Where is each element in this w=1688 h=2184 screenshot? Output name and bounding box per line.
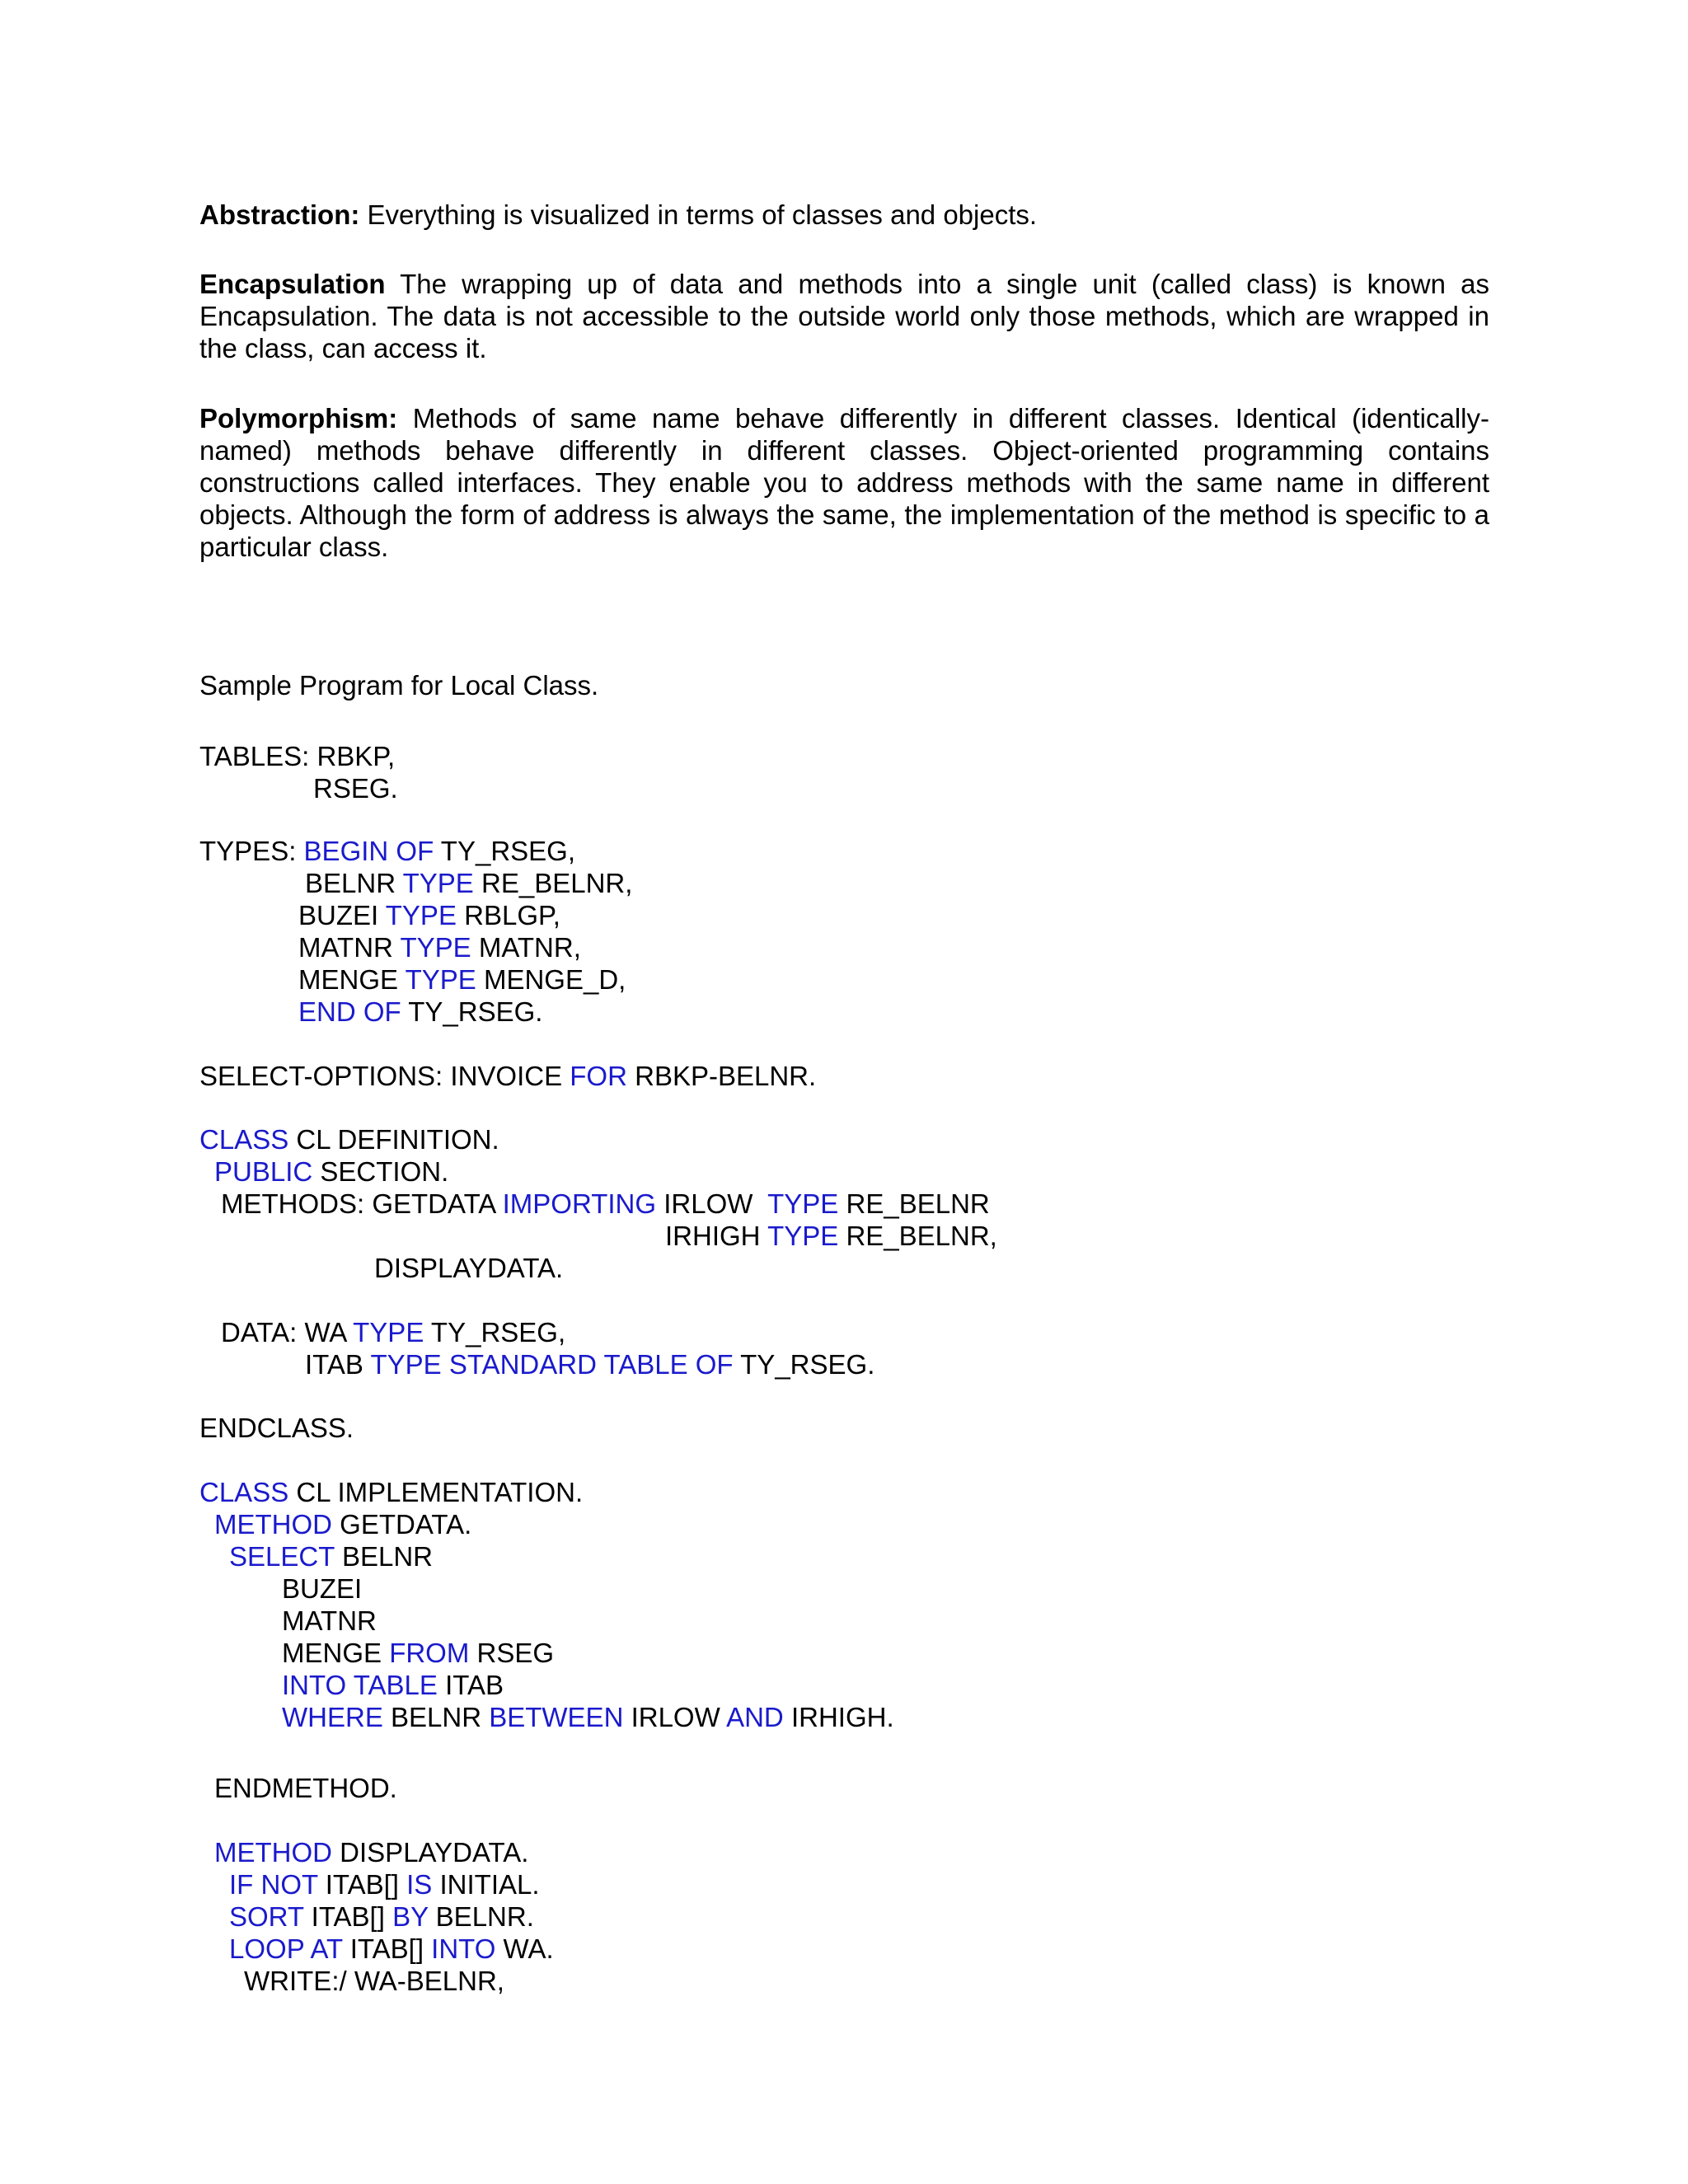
code-keyword: WHERE <box>282 1702 383 1732</box>
code-text: CL DEFINITION. <box>288 1124 499 1155</box>
code-text: MATNR <box>282 1605 377 1636</box>
code-line <box>298 931 581 963</box>
code-text: MENGE_D, <box>476 964 626 995</box>
code-text: INITIAL. <box>432 1869 540 1900</box>
code-line <box>199 1412 354 1444</box>
code-line <box>229 1900 534 1933</box>
code-keyword: SORT <box>229 1901 304 1932</box>
code-text: RE_BELNR, <box>838 1221 997 1251</box>
code-line <box>229 1933 554 1965</box>
code-text: METHODS: GETDATA <box>221 1188 503 1219</box>
code-line <box>229 1868 540 1900</box>
code-keyword: BY <box>392 1901 429 1932</box>
encapsulation-paragraph <box>199 268 1489 364</box>
code-text: ITAB <box>437 1670 504 1700</box>
code-keyword: AND <box>726 1702 784 1732</box>
code-line <box>298 996 542 1028</box>
code-line <box>199 835 575 867</box>
code-keyword: METHOD <box>214 1509 332 1540</box>
code-text: DATA: WA <box>221 1317 354 1347</box>
polymorphism-paragraph <box>199 402 1489 563</box>
code-text: RBLGP, <box>456 900 560 930</box>
code-text: TY_RSEG. <box>401 996 543 1027</box>
code-text: ITAB <box>305 1349 371 1380</box>
code-text: SELECT-OPTIONS: INVOICE <box>199 1061 570 1091</box>
code-text: TY_RSEG, <box>434 836 576 866</box>
code-keyword: IMPORTING <box>502 1188 657 1219</box>
code-keyword: CLASS <box>199 1124 289 1155</box>
abstraction-paragraph <box>199 199 1489 231</box>
code-text: BELNR <box>334 1541 433 1572</box>
code-keyword: BETWEEN <box>489 1702 624 1732</box>
code-text: RE_BELNR, <box>473 868 633 898</box>
code-text: IRHIGH. <box>783 1702 894 1732</box>
code-line <box>305 1348 874 1380</box>
code-keyword: CLASS <box>199 1477 289 1507</box>
code-line <box>199 740 395 772</box>
code-line <box>221 1316 565 1348</box>
code-line <box>374 1252 563 1284</box>
code-line <box>298 963 626 996</box>
code-line <box>282 1572 362 1605</box>
code-text: IRHIGH <box>665 1221 768 1251</box>
code-text: ENDMETHOD. <box>214 1773 397 1803</box>
code-text: DISPLAYDATA. <box>374 1253 564 1283</box>
code-text: MATNR <box>298 932 401 963</box>
code-text: ITAB[] <box>342 1933 432 1964</box>
code-keyword: TYPE <box>353 1317 424 1347</box>
code-text: BELNR. <box>428 1901 534 1932</box>
code-line <box>244 1965 504 1997</box>
code-text: ITAB[] <box>317 1869 407 1900</box>
code-keyword: FOR <box>570 1061 627 1091</box>
code-text: GETDATA. <box>332 1509 472 1540</box>
code-line <box>229 1540 433 1572</box>
code-keyword: END OF <box>298 996 401 1027</box>
code-keyword: IS <box>406 1869 433 1900</box>
code-keyword: IF NOT <box>229 1869 318 1900</box>
code-keyword: FROM <box>389 1638 470 1668</box>
code-text: RSEG. <box>313 773 398 804</box>
code-keyword: TYPE <box>405 964 476 995</box>
code-text: DISPLAYDATA. <box>332 1837 529 1868</box>
code-text: RBKP-BELNR. <box>626 1061 817 1091</box>
code-text: WA. <box>495 1933 554 1964</box>
code-keyword: SELECT <box>229 1541 335 1572</box>
sample-program-title: Sample Program for Local Class. <box>199 670 599 701</box>
code-text: BUZEI <box>282 1573 363 1604</box>
encapsulation-text: The wrapping up of data and methods into a single unit (called class) is known as Encapsulation. The data is not accessible to the outside world only those methods, which are wrapped in the class, can access it. <box>199 269 1489 363</box>
code-line <box>214 1772 397 1804</box>
code-text: TY_RSEG. <box>733 1349 875 1380</box>
encapsulation-term: Encapsulation <box>199 269 386 299</box>
abstraction-text: Everything is visualized in terms of classes and objects. <box>359 199 1038 230</box>
code-text: TYPES: <box>199 836 304 866</box>
code-line <box>282 1605 377 1637</box>
code-text: ITAB[] <box>303 1901 393 1932</box>
code-line <box>282 1637 554 1669</box>
code-text: BELNR <box>382 1702 490 1732</box>
code-text: CL IMPLEMENTATION. <box>288 1477 584 1507</box>
code-keyword: PUBLIC <box>214 1156 313 1187</box>
code-line <box>199 1123 499 1155</box>
code-text: BELNR <box>305 868 403 898</box>
code-line <box>221 1188 990 1220</box>
code-keyword: TYPE <box>767 1188 839 1219</box>
code-keyword: TYPE <box>402 868 474 898</box>
code-keyword: LOOP AT <box>229 1933 343 1964</box>
code-text: RE_BELNR <box>838 1188 990 1219</box>
code-keyword: TYPE <box>385 900 457 930</box>
code-keyword: INTO TABLE <box>282 1670 438 1700</box>
code-keyword: TYPE STANDARD TABLE OF <box>370 1349 734 1380</box>
code-text: MENGE <box>282 1638 390 1668</box>
code-line <box>298 899 560 931</box>
code-line <box>282 1701 894 1733</box>
code-text: ENDCLASS. <box>199 1413 354 1443</box>
code-text: SECTION. <box>312 1156 449 1187</box>
code-keyword: TYPE <box>400 932 471 963</box>
code-text: MENGE <box>298 964 406 995</box>
code-text: RSEG <box>469 1638 555 1668</box>
code-keyword: BEGIN OF <box>303 836 434 866</box>
abstraction-term: Abstraction: <box>199 199 360 230</box>
code-text: MATNR, <box>471 932 581 963</box>
code-line <box>214 1508 471 1540</box>
polymorphism-text: Methods of same name behave differently in different classes. Identical (identically-named) methods behave differently in different classes. Object-oriented programming contains constructions called interfaces. They enable you to address methods with the same name in different objects. Although the form of address is always the same, the implementation of the method is specific to a particular class. <box>199 403 1489 562</box>
code-keyword: INTO <box>431 1933 496 1964</box>
code-text: TABLES: RBKP, <box>199 741 396 771</box>
code-line <box>313 772 398 804</box>
code-line <box>214 1155 448 1188</box>
code-line <box>305 867 632 899</box>
code-text: IRLOW <box>656 1188 768 1219</box>
code-text: WRITE:/ WA-BELNR, <box>244 1966 504 1996</box>
polymorphism-term: Polymorphism: <box>199 403 398 434</box>
code-text: IRLOW <box>623 1702 727 1732</box>
code-line <box>199 1476 583 1508</box>
code-keyword: TYPE <box>767 1221 839 1251</box>
code-line <box>214 1836 528 1868</box>
code-keyword: METHOD <box>214 1837 332 1868</box>
code-text: TY_RSEG, <box>424 1317 566 1347</box>
code-line <box>199 1060 816 1092</box>
code-line <box>665 1220 997 1252</box>
code-line <box>282 1669 504 1701</box>
code-text: BUZEI <box>298 900 386 930</box>
